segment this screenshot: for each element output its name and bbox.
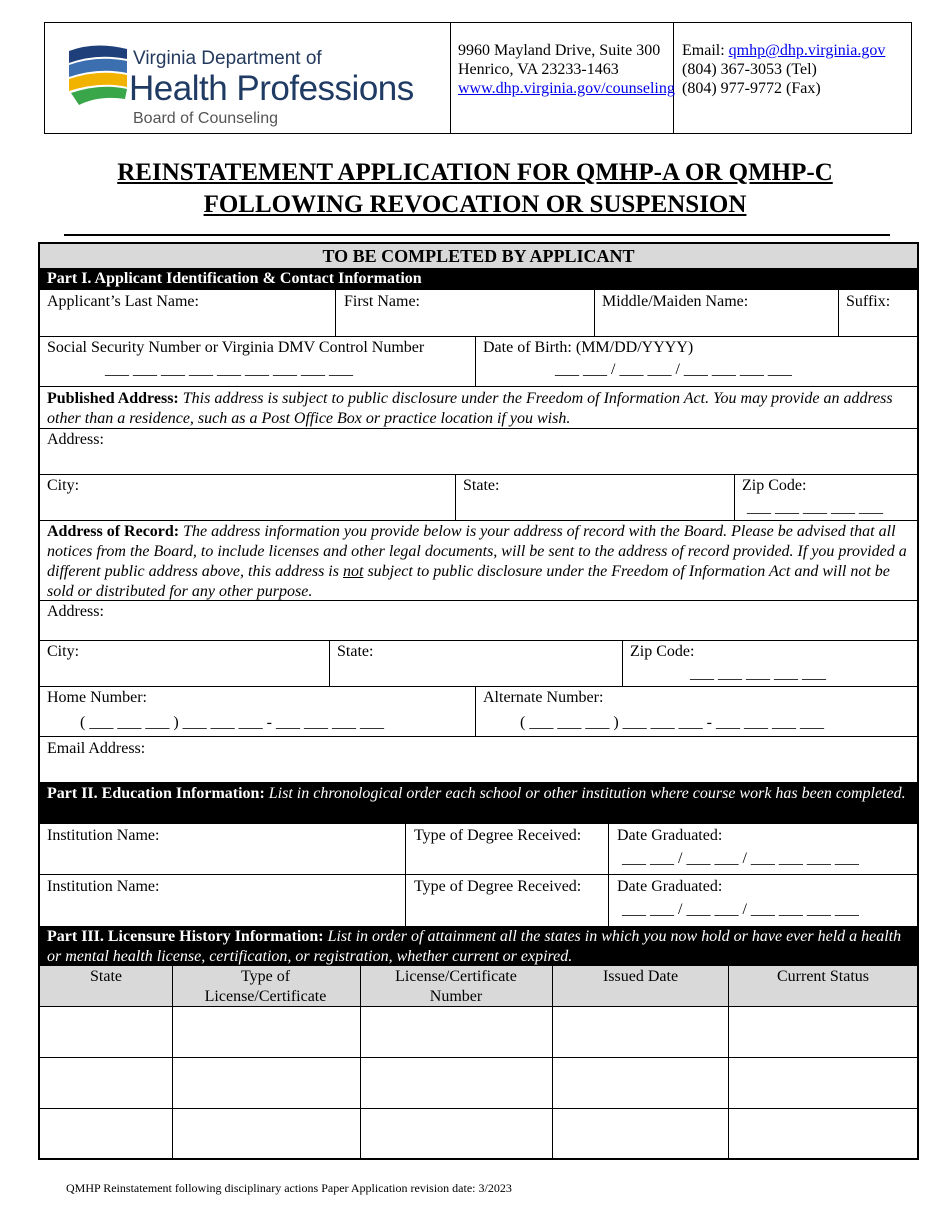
published-zip-input[interactable]: ___ ___ ___ ___ ___: [747, 499, 883, 516]
row-divider: [40, 386, 917, 387]
cell-divider: [405, 824, 406, 926]
col-current-status: Current Status: [777, 968, 869, 985]
cell-divider: [622, 640, 623, 686]
row-divider: [40, 736, 917, 737]
institution-name-field-2[interactable]: Institution Name:: [47, 878, 160, 895]
alt-number-label: Alternate Number:: [483, 689, 604, 706]
logo-text-line2: Health Professions: [129, 69, 414, 108]
col-issued-date: Issued Date: [602, 968, 679, 985]
cell-divider: [335, 290, 336, 336]
date-graduated-input-2[interactable]: ___ ___ / ___ ___ / ___ ___ ___ ___: [622, 901, 859, 918]
office-address: [450, 23, 674, 133]
home-number-label: Home Number:: [47, 689, 147, 706]
dhp-logo-icon: [65, 43, 131, 113]
table-row[interactable]: [40, 1109, 917, 1159]
application-form: [38, 242, 919, 1160]
revision-footer: QMHP Reinstatement following disciplinary actions Paper Application revision date: 3/2023: [66, 1181, 512, 1195]
cell-divider: [455, 474, 456, 520]
fax-number: (804) 977-9772 (Fax): [682, 80, 821, 97]
published-state-field[interactable]: State:: [463, 477, 500, 494]
record-zip-label: Zip Code:: [630, 643, 695, 660]
applicant-banner: TO BE COMPLETED BY APPLICANT: [40, 244, 917, 268]
record-address-field[interactable]: Address:: [47, 603, 104, 620]
part2-heading-title: Part II. Education Information:: [47, 785, 265, 802]
row-divider: [40, 520, 917, 521]
part2-heading: [40, 782, 917, 824]
last-name-field[interactable]: Applicant’s Last Name:: [47, 293, 199, 310]
published-city-field[interactable]: City:: [47, 477, 80, 494]
record-zip-input[interactable]: ___ ___ ___ ___ ___: [690, 665, 826, 682]
record-state-field[interactable]: State:: [337, 643, 374, 660]
part3-heading-title: Part III. Licensure History Information:: [47, 928, 324, 945]
first-name-field[interactable]: First Name:: [344, 293, 420, 310]
logo-text-line3: Board of Counseling: [133, 110, 278, 127]
row-divider: [40, 686, 917, 687]
email-label: Email:: [682, 42, 729, 59]
col-state: State: [90, 968, 122, 985]
table-row[interactable]: [40, 1007, 917, 1057]
degree-field-1[interactable]: Type of Degree Received:: [414, 827, 582, 844]
logo-text-line1: Virginia Department of: [133, 48, 322, 69]
part1-heading: Part I. Applicant Identification & Contact Information: [40, 268, 917, 290]
cell-divider: [734, 474, 735, 520]
email-address-field[interactable]: Email Address:: [47, 740, 146, 757]
alt-number-input[interactable]: ( ___ ___ ___ ) ___ ___ ___ - ___ ___ ___ ___: [520, 714, 824, 731]
cell-divider: [594, 290, 595, 336]
published-address-text: This address is subject to public disclosure under the Freedom of Information Act. You may provide an address other than a residence, such as a Post Office Box or practice location if you wish.: [47, 390, 893, 427]
col-license-number: License/Certificate Number: [395, 968, 517, 1005]
part3-heading: [40, 926, 917, 966]
middle-name-field[interactable]: Middle/Maiden Name:: [602, 293, 749, 310]
home-number-input[interactable]: ( ___ ___ ___ ) ___ ___ ___ - ___ ___ ___ ___: [80, 714, 384, 731]
page-title-line1: REINSTATEMENT APPLICATION FOR QMHP-A OR QMHP-C: [117, 159, 833, 186]
page-title-line2: FOLLOWING REVOCATION OR SUSPENSION: [203, 191, 747, 218]
ssn-input[interactable]: ___ ___ ___ ___ ___ ___ ___ ___ ___: [105, 361, 353, 378]
tel-number: (804) 367-3053 (Tel): [682, 61, 817, 78]
dob-input[interactable]: ___ ___ / ___ ___ / ___ ___ ___ ___: [555, 361, 792, 378]
record-address-text-end: subject to public disclosure under the Freedom of Information Act and will not be sold or distributed for any other purpose.: [47, 563, 890, 600]
row-divider: [40, 428, 917, 429]
published-zip-label: Zip Code:: [742, 477, 807, 494]
row-divider: [40, 640, 917, 641]
row-divider: [40, 600, 917, 601]
part3-heading-text: List in order of attainment all the states in which you now hold or have ever held a health or mental health license, certification, or registration, whether current or expired.: [47, 928, 902, 965]
ssn-label: Social Security Number or Virginia DMV Control Number: [47, 339, 425, 356]
website-link[interactable]: www.dhp.virginia.gov/counseling: [458, 80, 675, 97]
cell-divider: [838, 290, 839, 336]
logo-block: [45, 23, 451, 133]
degree-field-2[interactable]: Type of Degree Received:: [414, 878, 582, 895]
dob-label: Date of Birth: (MM/DD/YYYY): [483, 339, 694, 356]
date-graduated-input-1[interactable]: ___ ___ / ___ ___ / ___ ___ ___ ___: [622, 850, 859, 867]
published-address-field[interactable]: Address:: [47, 431, 104, 448]
record-address-heading: Address of Record:: [47, 523, 180, 540]
col-license-type: Type of License/Certificate: [204, 968, 327, 1005]
letterhead: [44, 22, 912, 134]
cell-divider: [475, 686, 476, 736]
date-graduated-label-2: Date Graduated:: [617, 878, 723, 895]
address-line1: 9960 Mayland Drive, Suite 300: [458, 42, 661, 59]
email-link[interactable]: qmhp@dhp.virginia.gov: [728, 42, 886, 59]
cell-divider: [608, 824, 609, 926]
cell-divider: [475, 336, 476, 386]
address-line2: Henrico, VA 23233-1463: [458, 61, 619, 78]
part2-heading-text: List in chronological order each school or other institution where course work has been completed.: [264, 785, 906, 802]
suffix-field[interactable]: Suffix:: [846, 293, 891, 310]
record-address-text: The address information you provide below is your address of record with the Board. Please be advised that all notices from the Board, to include licenses and other legal documents, will be sent to the address of record provided. If you provided a different public address above, this address is: [47, 523, 907, 580]
cell-divider: [329, 640, 330, 686]
date-graduated-label-1: Date Graduated:: [617, 827, 723, 844]
row-divider: [40, 874, 917, 875]
record-city-field[interactable]: City:: [47, 643, 80, 660]
table-row[interactable]: [40, 1058, 917, 1108]
institution-name-field-1[interactable]: Institution Name:: [47, 827, 160, 844]
row-divider: [40, 474, 917, 475]
title-divider: [64, 234, 890, 236]
row-divider: [40, 336, 917, 337]
record-address-note: [47, 522, 911, 602]
contact-info: [674, 23, 911, 133]
record-address-not: not: [342, 563, 364, 580]
published-address-note: [47, 389, 911, 429]
published-address-heading: Published Address:: [47, 390, 179, 407]
